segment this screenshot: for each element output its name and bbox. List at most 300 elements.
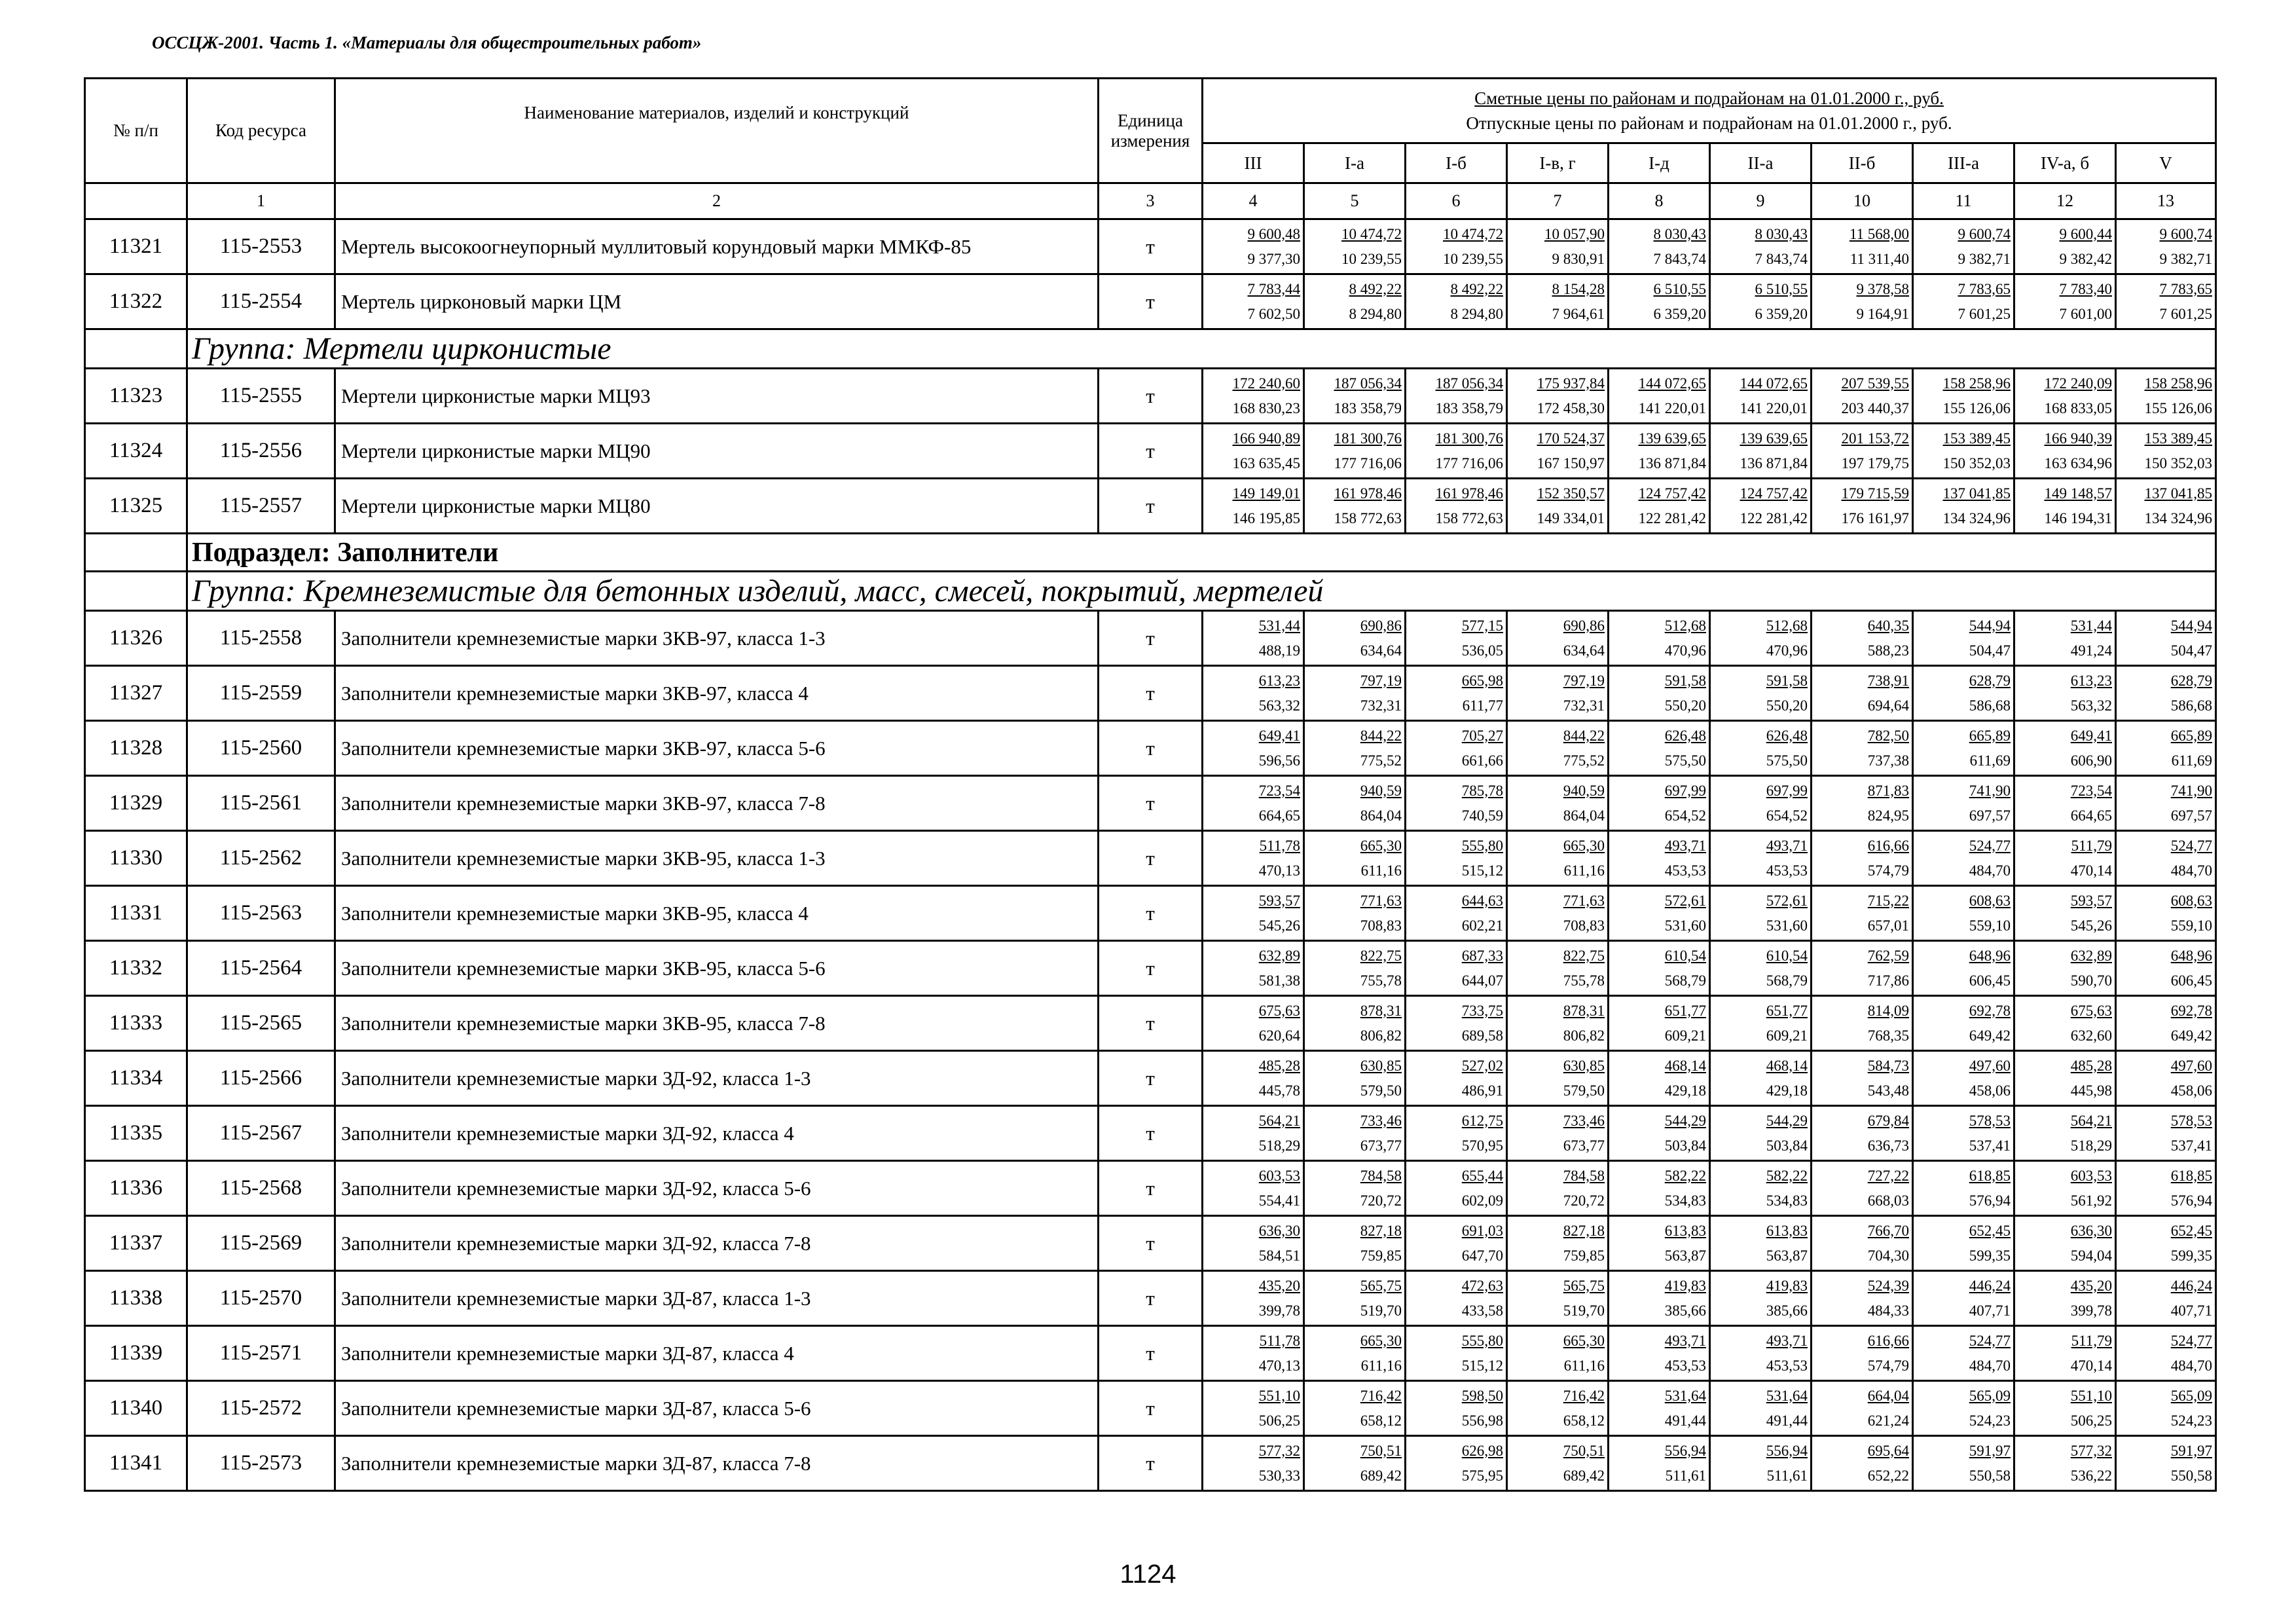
column-number-cell: 8 — [1609, 183, 1710, 219]
price-cell — [1203, 1051, 1304, 1106]
estimate-price: 524,39 — [1867, 1277, 1909, 1294]
price-cell — [1406, 721, 1507, 776]
release-price: 177 716,06 — [1435, 454, 1503, 471]
release-price: 559,10 — [2170, 917, 2212, 934]
estimate-price: 591,58 — [1664, 672, 1706, 689]
estimate-price: 716,42 — [1563, 1387, 1605, 1404]
release-price: 491,24 — [2070, 642, 2112, 659]
price-cell — [1304, 666, 1406, 721]
unit-of-measure: т — [1099, 1106, 1203, 1161]
estimate-price: 10 474,72 — [1341, 225, 1402, 242]
price-cell — [1406, 996, 1507, 1051]
estimate-price: 827,18 — [1563, 1222, 1605, 1239]
column-number-cell: 6 — [1406, 183, 1507, 219]
unit-of-measure: т — [1099, 369, 1203, 424]
item-number: 11336 — [85, 1161, 187, 1216]
release-price: 6 359,20 — [1653, 305, 1706, 322]
price-cell — [1406, 1326, 1507, 1381]
release-price: 649,42 — [1969, 1027, 2011, 1044]
release-price: 647,70 — [1461, 1247, 1503, 1264]
price-cell — [1304, 831, 1406, 886]
release-price: 611,16 — [1360, 862, 1402, 879]
release-price: 575,50 — [1664, 752, 1706, 769]
estimate-price: 144 072,65 — [1638, 375, 1706, 392]
price-cell — [1609, 996, 1710, 1051]
price-cell — [1609, 611, 1710, 666]
price-cell — [1913, 1436, 2014, 1491]
estimate-price: 648,96 — [1969, 947, 2011, 964]
header-code: Код ресурса — [187, 79, 335, 183]
price-cell — [1710, 776, 1812, 831]
price-cell — [1304, 274, 1406, 329]
price-cell — [1913, 369, 2014, 424]
estimate-price: 511,78 — [1259, 837, 1300, 854]
price-cell — [1609, 941, 1710, 996]
table-row — [85, 1271, 2216, 1326]
release-price: 755,78 — [1360, 972, 1402, 989]
estimate-price: 181 300,76 — [1334, 430, 1402, 447]
release-price: 7 602,50 — [1247, 305, 1300, 322]
release-price: 531,60 — [1766, 917, 1808, 934]
release-price: 554,41 — [1258, 1192, 1300, 1209]
release-price: 163 635,45 — [1232, 454, 1300, 471]
price-cell — [1203, 831, 1304, 886]
estimate-price: 139 639,65 — [1740, 430, 1808, 447]
price-cell — [1710, 1381, 1812, 1436]
release-price: 504,47 — [1969, 642, 2011, 659]
release-price: 759,85 — [1563, 1247, 1605, 1264]
release-price: 654,52 — [1664, 807, 1706, 824]
estimate-price: 733,46 — [1360, 1112, 1402, 1129]
release-price: 168 830,23 — [1232, 399, 1300, 416]
estimate-price: 822,75 — [1563, 947, 1605, 964]
table-row — [85, 611, 2216, 666]
release-price: 7 601,25 — [1958, 305, 2011, 322]
estimate-price: 827,18 — [1360, 1222, 1402, 1239]
release-price: 9 382,42 — [2059, 250, 2112, 267]
item-number: 11341 — [85, 1436, 187, 1491]
price-cell — [2014, 369, 2116, 424]
price-cell — [1609, 1271, 1710, 1326]
estimate-price: 651,77 — [1766, 1002, 1808, 1019]
release-price: 122 281,42 — [1638, 509, 1706, 526]
release-price: 141 220,01 — [1638, 399, 1706, 416]
release-price: 8 294,80 — [1349, 305, 1402, 322]
estimate-price: 564,21 — [1258, 1112, 1300, 1129]
release-price: 824,95 — [1867, 807, 1909, 824]
release-price: 599,35 — [2170, 1247, 2212, 1264]
price-cell — [1710, 424, 1812, 479]
estimate-price: 771,63 — [1563, 892, 1605, 909]
price-cell — [2014, 424, 2116, 479]
region-header: I-в, г — [1507, 143, 1609, 183]
estimate-price: 511,79 — [2071, 837, 2112, 854]
price-cell — [1507, 479, 1609, 534]
price-cell — [1812, 424, 1913, 479]
price-cell — [1406, 611, 1507, 666]
price-cell — [1812, 996, 1913, 1051]
price-cell — [2116, 776, 2216, 831]
estimate-price: 582,22 — [1664, 1167, 1706, 1184]
release-price: 759,85 — [1360, 1247, 1402, 1264]
estimate-price: 8 492,22 — [1349, 280, 1402, 297]
table-row — [85, 886, 2216, 941]
release-price: 586,68 — [2170, 697, 2212, 714]
price-cell — [1812, 219, 1913, 274]
release-price: 611,69 — [2171, 752, 2212, 769]
price-cell — [1406, 1381, 1507, 1436]
price-cell — [1507, 1161, 1609, 1216]
release-price: 491,44 — [1664, 1412, 1706, 1429]
release-price: 176 161,97 — [1841, 509, 1909, 526]
release-price: 708,83 — [1360, 917, 1402, 934]
price-cell — [1913, 666, 2014, 721]
release-price: 150 352,03 — [2144, 454, 2212, 471]
estimate-price: 446,24 — [2170, 1277, 2212, 1294]
table-row — [85, 776, 2216, 831]
release-price: 584,51 — [1258, 1247, 1300, 1264]
region-header: V — [2116, 143, 2216, 183]
release-price: 197 179,75 — [1841, 454, 1909, 471]
estimate-price: 648,96 — [2170, 947, 2212, 964]
estimate-price: 727,22 — [1867, 1167, 1909, 1184]
estimate-price: 201 153,72 — [1841, 430, 1909, 447]
item-number: 11331 — [85, 886, 187, 941]
release-price: 503,84 — [1664, 1137, 1706, 1154]
price-cell — [1406, 1216, 1507, 1271]
item-number: 11337 — [85, 1216, 187, 1271]
estimate-price: 9 378,58 — [1856, 280, 1909, 297]
estimate-price: 565,09 — [2170, 1387, 2212, 1404]
price-cell — [2014, 721, 2116, 776]
price-cell — [1406, 666, 1507, 721]
estimate-price: 493,71 — [1766, 837, 1808, 854]
estimate-price: 435,20 — [1258, 1277, 1300, 1294]
estimate-price: 705,27 — [1461, 727, 1503, 744]
release-price: 576,94 — [1969, 1192, 2011, 1209]
estimate-price: 207 539,55 — [1841, 375, 1909, 392]
release-price: 155 126,06 — [1942, 399, 2011, 416]
estimate-price: 766,70 — [1867, 1222, 1909, 1239]
price-cell — [1304, 479, 1406, 534]
estimate-price: 626,48 — [1664, 727, 1706, 744]
price-cell — [1507, 1271, 1609, 1326]
price-cell — [1507, 1216, 1609, 1271]
release-price: 543,48 — [1867, 1082, 1909, 1099]
release-price: 581,38 — [1258, 972, 1300, 989]
release-price: 611,69 — [1969, 752, 2011, 769]
price-cell — [1406, 941, 1507, 996]
estimate-price: 940,59 — [1360, 782, 1402, 799]
table-row — [85, 1161, 2216, 1216]
estimate-price: 137 041,85 — [2144, 485, 2212, 502]
material-name: Заполнители кремнеземистые марки ЗКВ-95, класса 4 — [335, 886, 1099, 941]
header-prices-release: Отпускные цены по районам и подрайонам на 01.01.2000 г., руб. — [1466, 113, 1952, 133]
release-price: 385,66 — [1664, 1302, 1706, 1319]
release-price: 503,84 — [1766, 1137, 1808, 1154]
price-cell — [1609, 1326, 1710, 1381]
price-cell — [1406, 1106, 1507, 1161]
price-cell — [2116, 479, 2216, 534]
estimate-price: 531,64 — [1664, 1387, 1706, 1404]
price-cell — [1710, 1051, 1812, 1106]
price-cell — [2014, 831, 2116, 886]
price-cell — [1406, 831, 1507, 886]
price-cell — [1609, 1436, 1710, 1491]
item-number: 11330 — [85, 831, 187, 886]
release-price: 518,29 — [1258, 1137, 1300, 1154]
release-price: 515,12 — [1461, 1357, 1503, 1374]
release-price: 399,78 — [1258, 1302, 1300, 1319]
release-price: 561,92 — [2070, 1192, 2112, 1209]
column-number-row — [85, 183, 2216, 219]
estimate-price: 665,30 — [1360, 1332, 1402, 1349]
price-cell — [1710, 831, 1812, 886]
estimate-price: 435,20 — [2070, 1277, 2112, 1294]
price-cell — [1913, 1326, 2014, 1381]
price-cell — [2014, 1381, 2116, 1436]
price-cell — [1609, 424, 1710, 479]
unit-of-measure: т — [1099, 424, 1203, 479]
release-price: 563,32 — [1258, 697, 1300, 714]
price-cell — [1304, 776, 1406, 831]
item-number: 11340 — [85, 1381, 187, 1436]
estimate-price: 166 940,39 — [2044, 430, 2112, 447]
price-cell — [1710, 369, 1812, 424]
price-cell — [1203, 611, 1304, 666]
estimate-price: 940,59 — [1563, 782, 1605, 799]
release-price: 429,18 — [1664, 1082, 1706, 1099]
table-row — [85, 424, 2216, 479]
price-cell — [1203, 996, 1304, 1051]
estimate-price: 493,71 — [1766, 1332, 1808, 1349]
release-price: 136 871,84 — [1638, 454, 1706, 471]
estimate-price: 161 978,46 — [1435, 485, 1503, 502]
release-price: 704,30 — [1867, 1247, 1909, 1264]
estimate-price: 652,45 — [1969, 1222, 2011, 1239]
price-cell — [2116, 1161, 2216, 1216]
price-cell — [1406, 1436, 1507, 1491]
price-cell — [1609, 1051, 1710, 1106]
estimate-price: 613,83 — [1664, 1222, 1706, 1239]
estimate-price: 544,29 — [1766, 1112, 1808, 1129]
table-row — [85, 996, 2216, 1051]
resource-code: 115-2564 — [187, 941, 335, 996]
estimate-price: 723,54 — [1258, 782, 1300, 799]
price-cell — [2116, 1326, 2216, 1381]
price-cell — [1812, 1271, 1913, 1326]
release-price: 484,70 — [1969, 1357, 2011, 1374]
estimate-price: 738,91 — [1867, 672, 1909, 689]
price-cell — [2014, 611, 2116, 666]
estimate-price: 497,60 — [2170, 1057, 2212, 1074]
price-cell — [1913, 1106, 2014, 1161]
estimate-price: 692,78 — [1969, 1002, 2011, 1019]
release-price: 167 150,97 — [1537, 454, 1605, 471]
table-row — [85, 1106, 2216, 1161]
release-price: 732,31 — [1360, 697, 1402, 714]
estimate-price: 10 057,90 — [1544, 225, 1605, 242]
release-price: 634,64 — [1360, 642, 1402, 659]
release-price: 563,87 — [1664, 1247, 1706, 1264]
region-header: III — [1203, 143, 1304, 183]
price-cell — [1507, 1051, 1609, 1106]
price-cell — [1304, 886, 1406, 941]
price-cell — [2116, 886, 2216, 941]
price-cell — [1304, 611, 1406, 666]
release-price: 453,53 — [1766, 862, 1808, 879]
estimate-price: 511,79 — [2071, 1332, 2112, 1349]
price-cell — [1710, 666, 1812, 721]
price-cell — [1304, 996, 1406, 1051]
release-price: 158 772,63 — [1334, 509, 1402, 526]
header-prices-estimate: Сметные цены по районам и подрайонам на 01.01.2000 г., руб. — [1474, 88, 1944, 108]
release-price: 596,56 — [1258, 752, 1300, 769]
estimate-price: 797,19 — [1563, 672, 1605, 689]
resource-code: 115-2558 — [187, 611, 335, 666]
release-price: 545,26 — [1258, 917, 1300, 934]
release-price: 611,16 — [1563, 1357, 1605, 1374]
unit-of-measure: т — [1099, 1051, 1203, 1106]
price-cell — [1710, 1161, 1812, 1216]
price-cell — [1812, 941, 1913, 996]
estimate-price: 655,44 — [1461, 1167, 1503, 1184]
release-price: 673,77 — [1563, 1137, 1605, 1154]
price-cell — [1507, 776, 1609, 831]
item-number: 11321 — [85, 219, 187, 274]
estimate-price: 692,78 — [2170, 1002, 2212, 1019]
estimate-price: 613,23 — [2070, 672, 2112, 689]
price-cell — [1406, 1161, 1507, 1216]
release-price: 559,10 — [1969, 917, 2011, 934]
price-cell — [1913, 1381, 2014, 1436]
release-price: 611,77 — [1462, 697, 1503, 714]
release-price: 458,06 — [2170, 1082, 2212, 1099]
release-price: 515,12 — [1461, 862, 1503, 879]
price-cell — [1304, 1106, 1406, 1161]
estimate-price: 814,09 — [1867, 1002, 1909, 1019]
estimate-price: 591,97 — [2170, 1442, 2212, 1459]
estimate-price: 572,61 — [1664, 892, 1706, 909]
price-cell — [1913, 479, 2014, 534]
price-cell — [1304, 1216, 1406, 1271]
release-price: 172 458,30 — [1537, 399, 1605, 416]
estimate-price: 582,22 — [1766, 1167, 1808, 1184]
release-price: 10 239,55 — [1341, 250, 1402, 267]
price-cell — [2116, 1381, 2216, 1436]
price-cell — [1710, 1436, 1812, 1491]
estimate-price: 6 510,55 — [1755, 280, 1808, 297]
resource-code: 115-2562 — [187, 831, 335, 886]
estimate-price: 644,63 — [1461, 892, 1503, 909]
release-price: 9 382,71 — [1958, 250, 2011, 267]
estimate-price: 124 757,42 — [1638, 485, 1706, 502]
price-cell — [1203, 1106, 1304, 1161]
release-price: 611,16 — [1563, 862, 1605, 879]
estimate-price: 695,64 — [1867, 1442, 1909, 1459]
item-number: 11335 — [85, 1106, 187, 1161]
estimate-price: 844,22 — [1563, 727, 1605, 744]
estimate-price: 551,10 — [2070, 1387, 2112, 1404]
release-price: 609,21 — [1766, 1027, 1808, 1044]
price-cell — [2116, 611, 2216, 666]
release-price: 9 164,91 — [1856, 305, 1909, 322]
table-row — [85, 274, 2216, 329]
estimate-price: 665,98 — [1461, 672, 1503, 689]
estimate-price: 608,63 — [1969, 892, 2011, 909]
price-cell — [1812, 721, 1913, 776]
price-cell — [1812, 886, 1913, 941]
release-price: 717,86 — [1867, 972, 1909, 989]
estimate-price: 524,77 — [2170, 1332, 2212, 1349]
estimate-price: 822,75 — [1360, 947, 1402, 964]
estimate-price: 593,57 — [2070, 892, 2112, 909]
price-cell — [1913, 274, 2014, 329]
estimate-price: 598,50 — [1461, 1387, 1503, 1404]
price-cell — [1812, 776, 1913, 831]
item-number: 11322 — [85, 274, 187, 329]
release-price: 7 601,25 — [2159, 305, 2212, 322]
estimate-price: 697,99 — [1664, 782, 1706, 799]
release-price: 740,59 — [1461, 807, 1503, 824]
column-number-cell — [85, 183, 187, 219]
release-price: 203 440,37 — [1841, 399, 1909, 416]
estimate-price: 784,58 — [1360, 1167, 1402, 1184]
release-price: 575,95 — [1461, 1467, 1503, 1484]
estimate-price: 733,46 — [1563, 1112, 1605, 1129]
estimate-price: 8 492,22 — [1450, 280, 1503, 297]
price-cell — [1913, 219, 2014, 274]
unit-of-measure: т — [1099, 721, 1203, 776]
price-cell — [1507, 1381, 1609, 1436]
release-price: 652,22 — [1867, 1467, 1909, 1484]
release-price: 621,24 — [1867, 1412, 1909, 1429]
price-cell — [2116, 666, 2216, 721]
estimate-price: 578,53 — [1969, 1112, 2011, 1129]
price-cell — [1710, 1106, 1812, 1161]
estimate-price: 687,33 — [1461, 947, 1503, 964]
release-price: 550,20 — [1664, 697, 1706, 714]
column-number-cell: 11 — [1913, 183, 2014, 219]
price-cell — [1913, 424, 2014, 479]
resource-code: 115-2555 — [187, 369, 335, 424]
estimate-price: 608,63 — [2170, 892, 2212, 909]
release-price: 458,06 — [1969, 1082, 2011, 1099]
release-price: 720,72 — [1360, 1192, 1402, 1209]
estimate-price: 139 639,65 — [1638, 430, 1706, 447]
empty-cell — [85, 534, 187, 572]
estimate-price: 690,86 — [1360, 617, 1402, 634]
estimate-price: 593,57 — [1258, 892, 1300, 909]
price-cell — [1507, 1106, 1609, 1161]
price-cell — [1203, 721, 1304, 776]
release-price: 694,64 — [1867, 697, 1909, 714]
release-price: 708,83 — [1563, 917, 1605, 934]
price-cell — [1609, 479, 1710, 534]
release-price: 7 601,00 — [2059, 305, 2112, 322]
price-cell — [1913, 611, 2014, 666]
material-name: Заполнители кремнеземистые марки ЗКВ-97, класса 7-8 — [335, 776, 1099, 831]
price-cell — [1203, 941, 1304, 996]
price-cell — [1304, 219, 1406, 274]
price-cell — [1710, 721, 1812, 776]
estimate-price: 524,77 — [1969, 837, 2011, 854]
unit-of-measure: т — [1099, 886, 1203, 941]
release-price: 146 194,31 — [2044, 509, 2112, 526]
header-num: № п/п — [85, 79, 187, 183]
release-price: 806,82 — [1563, 1027, 1605, 1044]
estimate-price: 493,71 — [1664, 837, 1706, 854]
